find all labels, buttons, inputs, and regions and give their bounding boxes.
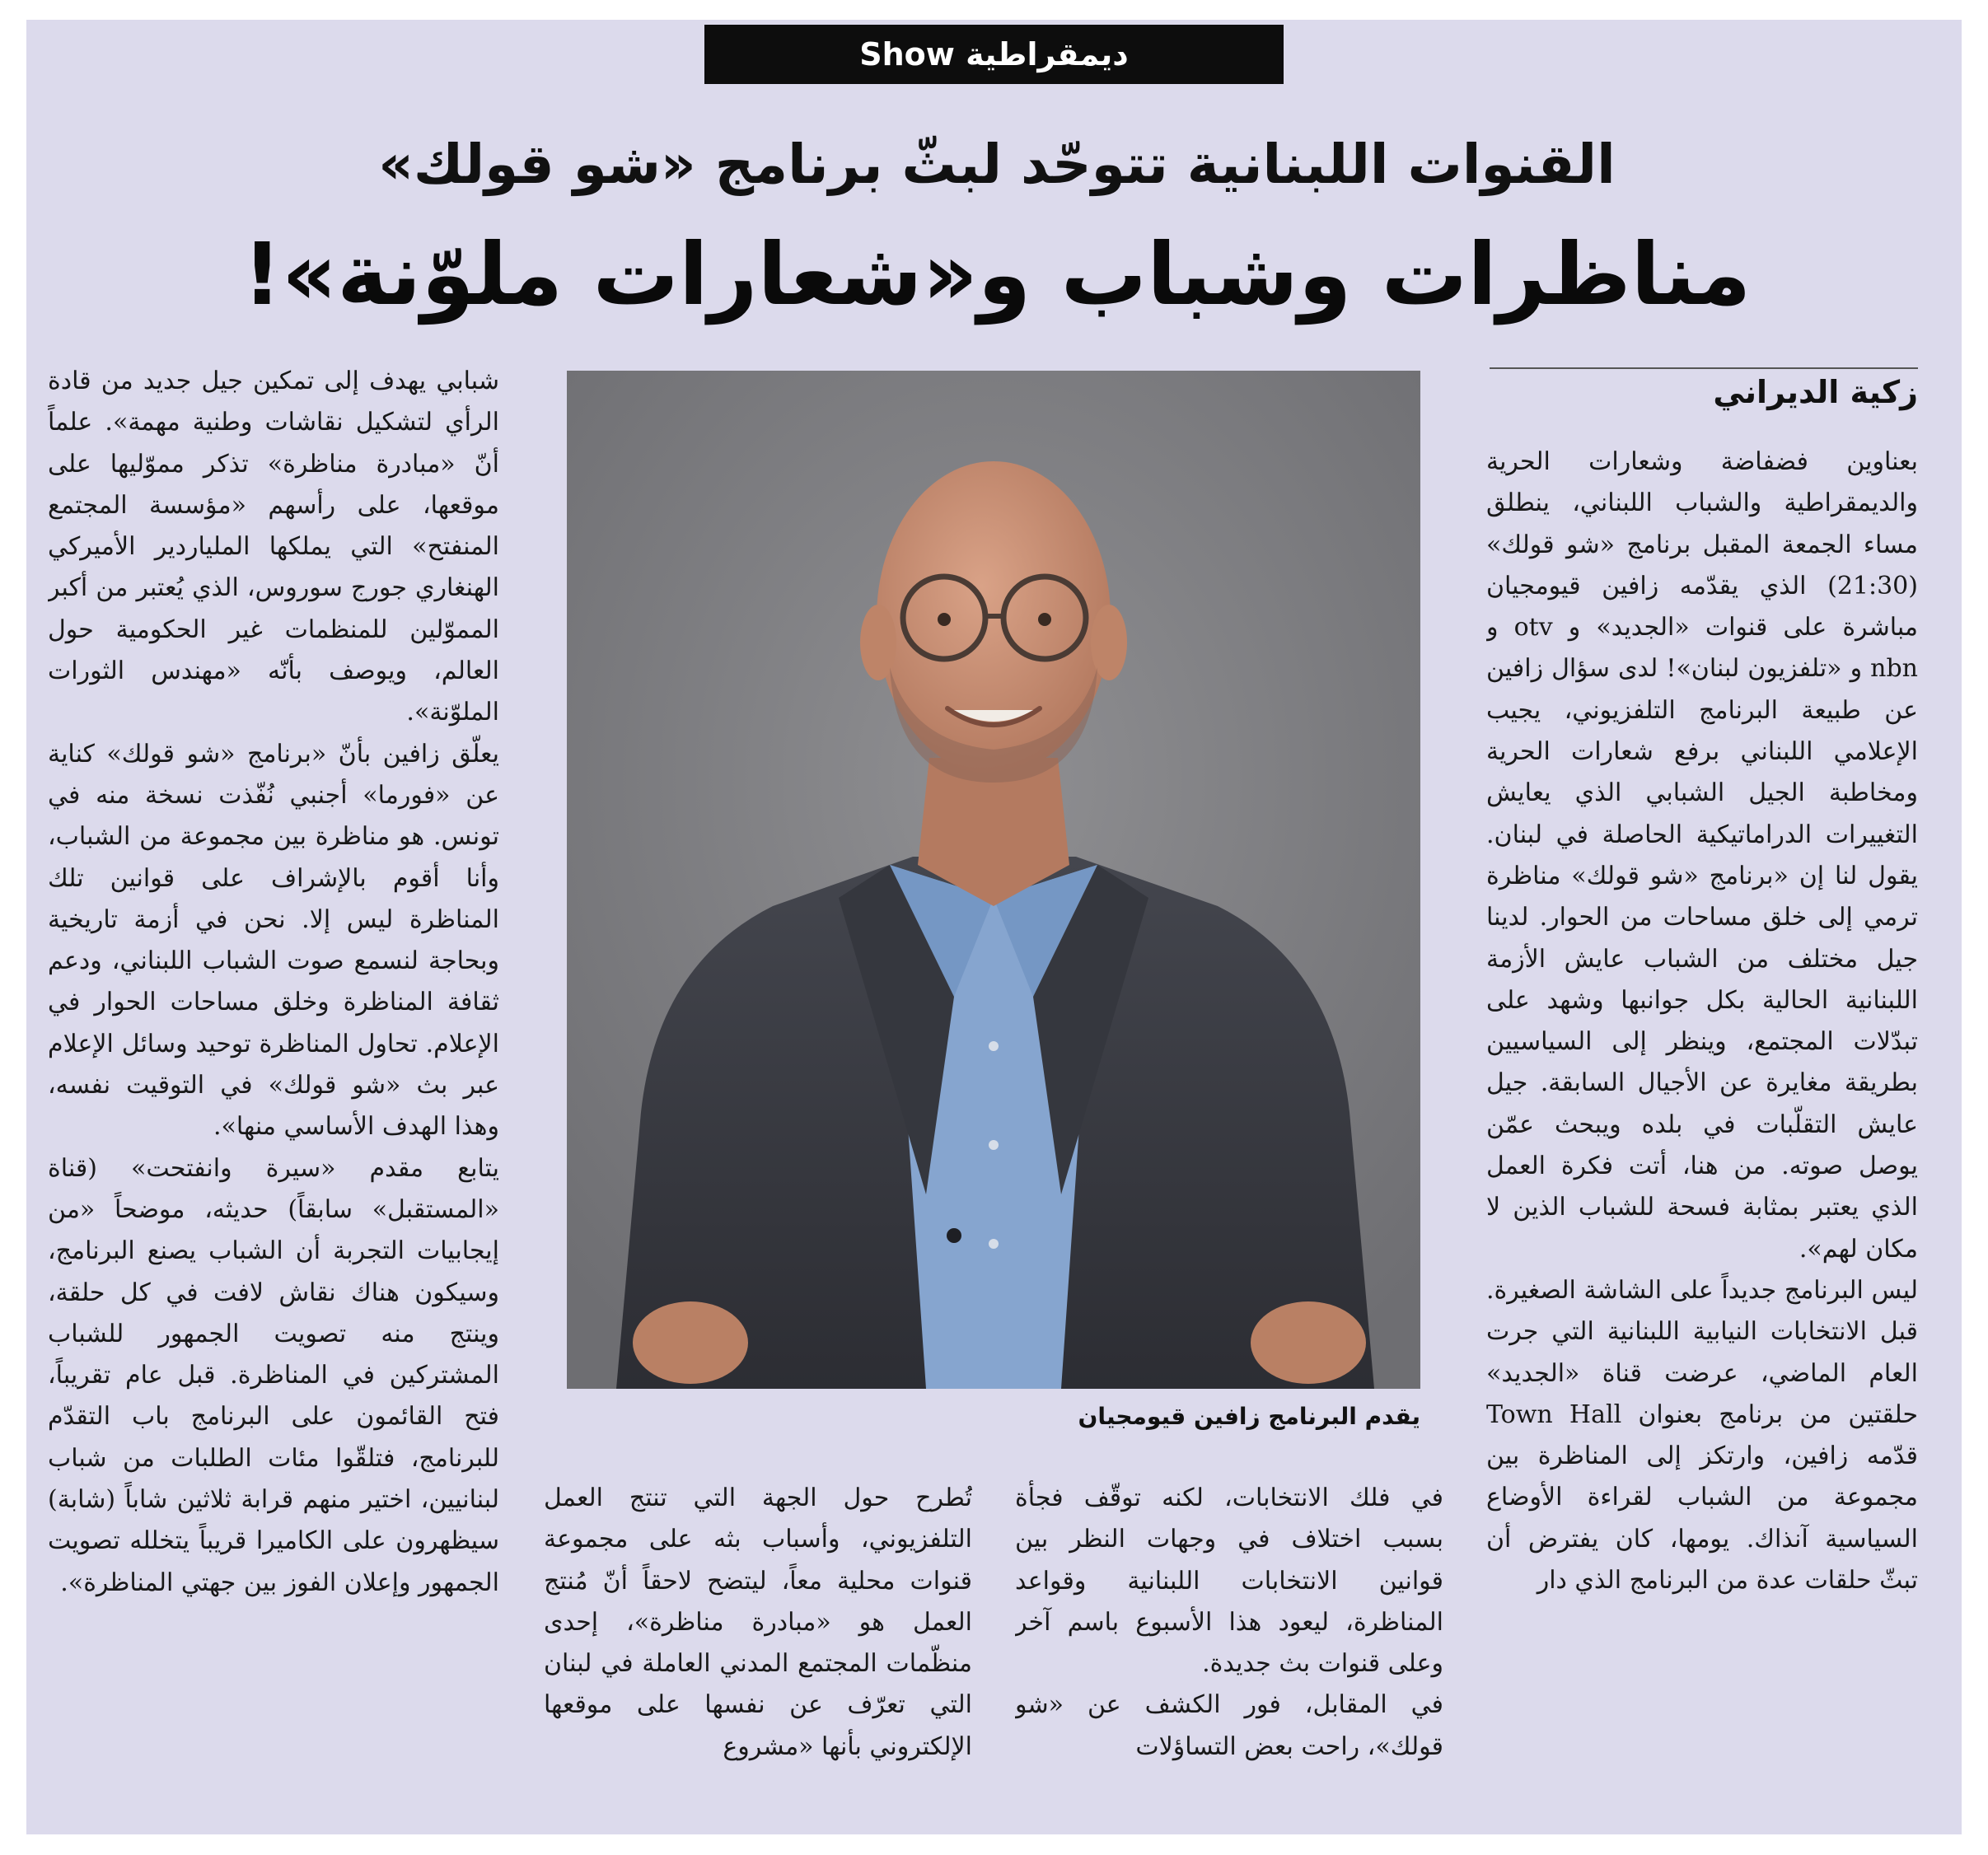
- paragraph: شبابي يهدف إلى تمكين جيل جديد من قادة الرأي لتشكيل نقاشات وطنية مهمة». علماً أنّ «مبادرة مناظرة» تذكر مموّليها على موقعها، على رأسهم «مؤسسة المجتمع المنفتح» التي يملكها الملياردير الأميركي الهنغاري جورج سوروس، الذي يُعتبر من أكبر المموّلين للمنظمات غير الحكومية حول العالم، ويوصف بأنّه «مهندس الثورات الملوّنة».: [48, 367, 499, 727]
- paragraph: بعناوين فضفاضة وشعارات الحرية والديمقراطية والشباب اللبناني، ينطلق مساء الجمعة المقبل برنامج «شو قولك» (21:30) الذي يقدّمه زافين قيومجيان مباشرة على قنوات «الجديد» و otv و nbn و «تلفزيون لبنان»! لدى سؤال زافين عن طبيعة البرنامج التلفزيوني، يجيب الإعلامي اللبناني برفع شعارات الحرية ومخاطبة الجيل الشبابي الذي يعايش التغييرات الدراماتيكية الحاصلة في لبنان. يقول لنا إن «برنامج «شو قولك» مناظرة ترمي إلى خلق مساحات من الحوار. لدينا جيل مختلف من الشباب عايش الأزمة اللبنانية الحالية بكل جوانبها وشهد على تبدّلات المجتمع، وينظر إلى السياسيين بطريقة مغايرة عن الأجيال السابقة. جيل عايش التقلّبات في بلده ويبحث عمّن يوصل صوته. من هنا، أتت فكرة العمل الذي يعتبر بمثابة فسحة للشباب الذين لا مكان لهم».: [1486, 447, 1918, 1264]
- headline: مناظرات وشباب و«شعارات ملوّنة»!: [242, 224, 1752, 325]
- byline: زكية الديراني: [1713, 374, 1918, 410]
- article-column-1: [1486, 442, 1918, 1769]
- paragraph: ليس البرنامج جديداً على الشاشة الصغيرة. قبل الانتخابات النيابية اللبنانية التي جرت العام الماضي، عرضت قناة «الجديد» حلقتين من برنامج بعنوان Town Hall قدّمه زافين، وارتكز إلى المناظرة بين مجموعة من الشباب لقراءة الأوضاع السياسية آنذاك. يومها، كان يفترض أن تبثّ حلقات عدة من البرنامج الذي دار: [1486, 1275, 1918, 1596]
- article-column-3: [544, 1478, 972, 1769]
- paragraph: يتابع مقدم «سيرة وانفتحت» (قناة «المستقبل» سابقاً) حديثه، موضحاً «من إيجابيات التجربة أن الشباب يصنع البرنامج، وسيكون هناك نقاش لافت في كل حلقة، وينتج منه تصويت الجمهور للشباب المشتركين في المناظرة. قبل عام تقريباً، فتح القائمون على البرنامج باب التقدّم للبرنامج، فتلقّوا مئات الطلبات من شباب لبنانيين، اختير منهم قرابة ثلاثين شاباً (شابة) سيظهرون على الكاميرا قريباً يتخلله تصويت الجمهور وإعلان الفوز بين جهتي المناظرة».: [48, 1153, 499, 1597]
- paragraph: تُطرح حول الجهة التي تنتج العمل التلفزيوني، وأسباب بثه على مجموعة قنوات محلية معاً، ليتضح لاحقاً أنّ مُنتج العمل هو «مبادرة مناظرة»، إحدى منظّمات المجتمع المدني العاملة في لبنان التي تعرّف عن نفسها على موقعها الإلكتروني بأنها «مشروع: [544, 1484, 972, 1761]
- host-portrait-image: [567, 371, 1420, 1389]
- subheadline: القنوات اللبنانية تتوحّد لبثّ برنامج «شو قولك»: [378, 133, 1616, 196]
- paragraph: في فلك الانتخابات، لكنه توقّف فجأة بسبب اختلاف في وجهات النظر بين قوانين الانتخابات اللبنانية وقواعد المناظرة، ليعود هذا الأسبوع باسم آخر وعلى قنوات بث جديدة.: [1015, 1484, 1443, 1679]
- paragraph: يعلّق زافين بأنّ «برنامج «شو قولك» كناية عن «فورما» أجنبي نُفّذت نسخة منه في تونس. هو مناظرة بين مجموعة من الشباب، وأنا أقوم بالإشراف على قوانين تلك المناظرة ليس إلا. نحن في أزمة تاريخية وبحاجة لنسمع صوت الشباب اللبناني، ودعم ثقافة المناظرة وخلق مساحات الحوار في الإعلام. تحاول المناظرة توحيد وسائل الإعلام عبر بث «شو قولك» في التوقيت نفسه، وهذا الهدف الأساسي منها».: [48, 739, 499, 1142]
- host-photo: [567, 371, 1420, 1389]
- photo-caption: يقدم البرنامج زافين قيومجيان: [1078, 1403, 1420, 1430]
- paragraph: في المقابل، فور الكشف عن «شو قولك»، راحت بعض التساؤلات: [1015, 1690, 1443, 1761]
- article-column-4: [48, 361, 499, 1771]
- article-column-2: [1015, 1478, 1443, 1769]
- section-tag: ديمقراطية Show: [704, 25, 1284, 84]
- byline-rule: [1490, 367, 1918, 369]
